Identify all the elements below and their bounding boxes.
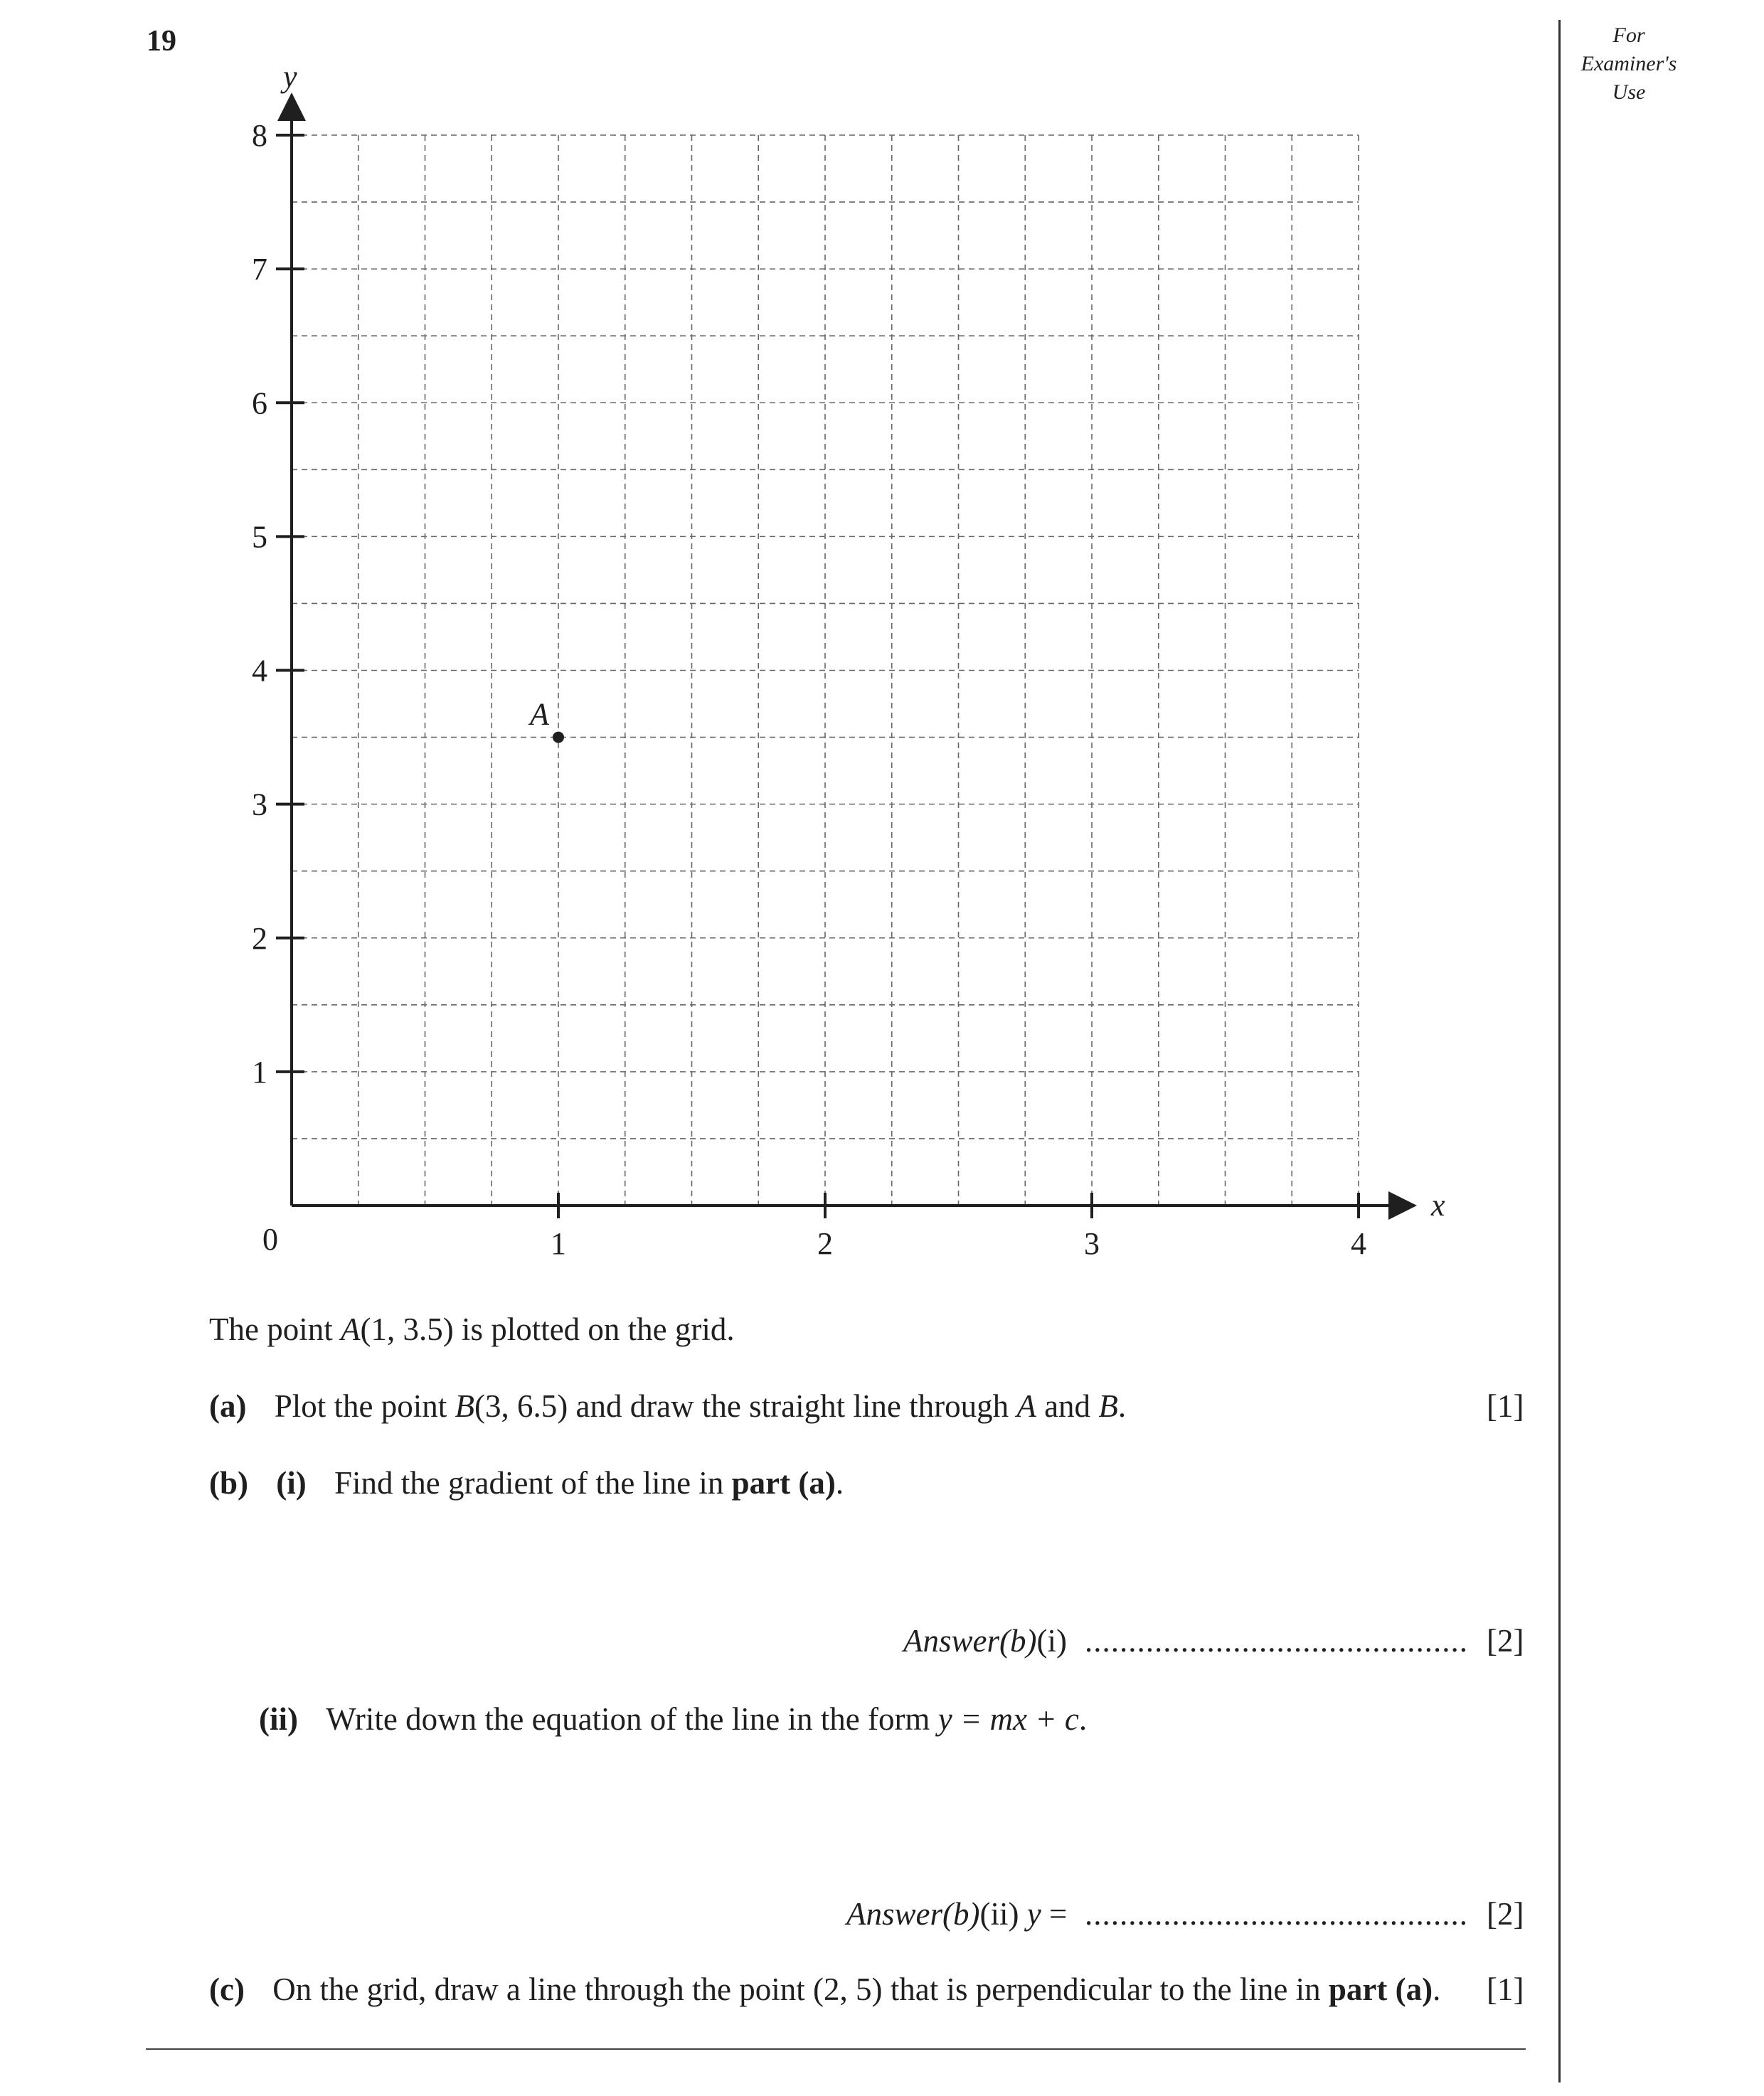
answer-b-ii-var: y <box>1026 1896 1041 1932</box>
examiner-note-line-3: Use <box>1612 80 1646 104</box>
x-tick-label: 3 <box>1084 1226 1100 1261</box>
answer-b-ii <box>846 1895 1067 1933</box>
y-tick-label: 6 <box>252 385 267 421</box>
part-b-ii-text-2: . <box>1078 1701 1088 1737</box>
answer-b-ii-eq: = <box>1041 1896 1068 1932</box>
point-a-var: A <box>340 1312 361 1347</box>
y-tick-label: 2 <box>252 920 267 956</box>
part-a-var-b: B <box>455 1388 474 1424</box>
y-tick-label: 5 <box>252 519 267 555</box>
bottom-rule <box>146 2048 1526 2050</box>
tick-marks <box>276 135 1359 1218</box>
part-b-i <box>209 1464 844 1502</box>
part-b-ii-formula: y = mx + c <box>937 1701 1079 1737</box>
answer-b-i <box>903 1622 1067 1660</box>
part-b-label: (b) <box>209 1465 248 1501</box>
part-b-ii-text-1: Write down the equation of the line in the form <box>326 1701 938 1737</box>
part-c-text-2: . <box>1433 1972 1441 2007</box>
part-b-i-ref: part (a) <box>731 1465 836 1501</box>
axes <box>292 107 1403 1206</box>
part-b-ii <box>259 1700 1087 1738</box>
part-b-i-text-2: . <box>835 1465 844 1501</box>
part-a-text-2: (3, 6.5) and draw the straight line through <box>474 1388 1017 1424</box>
x-axis-label: x <box>1431 1188 1445 1223</box>
part-a-text-3: and <box>1036 1388 1099 1424</box>
part-c <box>209 1970 1440 2009</box>
part-b-i-text-1: Find the gradient of the line in <box>334 1465 732 1501</box>
answer-b-ii-mark: [2] <box>1487 1896 1524 1932</box>
part-c-label: (c) <box>209 1972 245 2007</box>
part-a-text-4: . <box>1117 1388 1127 1424</box>
point-a-label: A <box>530 696 549 732</box>
part-c-ref: part (a) <box>1328 1972 1433 2007</box>
y-tick-label: 1 <box>252 1054 267 1090</box>
question-number: 19 <box>147 25 176 58</box>
part-a-var-b2: B <box>1098 1388 1118 1424</box>
y-tick-label: 4 <box>252 653 267 688</box>
y-tick-label: 3 <box>252 787 267 822</box>
answer-b-i-sub: (i) <box>1036 1623 1067 1659</box>
y-axis-label: y <box>283 59 297 94</box>
part-a-mark: [1] <box>1487 1388 1524 1424</box>
intro-text-2: (1, 3.5) is plotted on the grid. <box>360 1312 735 1347</box>
intro-text <box>209 1310 735 1348</box>
part-a-label: (a) <box>209 1388 247 1424</box>
answer-b-ii-sub: (ii) <box>979 1896 1027 1932</box>
part-a <box>209 1387 1126 1425</box>
answer-b-i-line[interactable]: ............................................ <box>1085 1623 1468 1659</box>
x-tick-label: 4 <box>1351 1226 1366 1261</box>
grid-lines <box>292 135 1359 1206</box>
answer-b-ii-label: Answer(b) <box>846 1896 980 1932</box>
point-a <box>553 732 564 743</box>
x-tick-label: 2 <box>817 1226 833 1261</box>
part-a-var-a: A <box>1016 1388 1036 1424</box>
answer-b-ii-line[interactable]: ............................................ <box>1085 1896 1468 1932</box>
y-tick-label: 8 <box>252 118 267 153</box>
answer-b-i-label: Answer(b) <box>903 1623 1037 1659</box>
intro-text-1: The point <box>209 1312 341 1347</box>
part-b-i-label: (i) <box>276 1465 307 1501</box>
y-tick-label: 7 <box>252 252 267 287</box>
part-b-ii-label: (ii) <box>259 1701 298 1737</box>
examiner-note-line-1: For <box>1612 23 1645 47</box>
part-a-text-1: Plot the point <box>274 1388 455 1424</box>
answer-b-i-mark: [2] <box>1487 1623 1524 1659</box>
x-tick-label: 1 <box>551 1226 566 1261</box>
examiner-note-line-2: Examiner's <box>1580 52 1677 75</box>
tick-labels <box>252 59 1445 1261</box>
origin-label: 0 <box>262 1222 278 1257</box>
part-c-mark: [1] <box>1487 1972 1524 2007</box>
part-c-text-1: On the grid, draw a line through the point (2, 5) that is perpendicular to the line in <box>272 1972 1329 2007</box>
